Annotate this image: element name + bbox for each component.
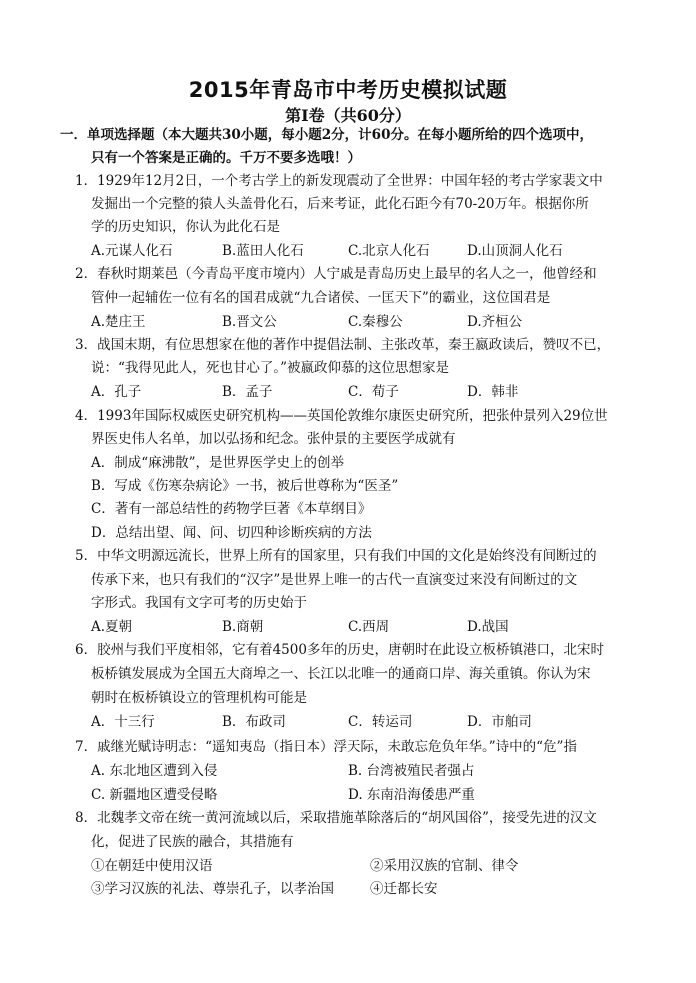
question-2-option-b: B.晋文公 xyxy=(222,314,277,330)
question-5-option-a: A.夏朝 xyxy=(91,619,133,635)
question-4-stem: 4．1993年国际权威医史研究机构——英国伦敦维尔康医史研究所，把张仲景列入29位世 xyxy=(75,408,608,424)
question-1-option-b: B.蓝田人化石 xyxy=(222,243,304,259)
question-4-option-d: D．总结出望、闻、问、切四种诊断疾病的方法 xyxy=(91,525,372,541)
section-heading-line: 只有一个答案是正确的。千万不要多选哦！） xyxy=(91,150,361,166)
question-7-option-b: B. 台湾被殖民者强占 xyxy=(348,763,475,779)
question-5-option-c: C.西周 xyxy=(348,619,390,635)
section-heading-line: 一．单项选择题（本大题共30小题，每小题2分，计60分。在每小题所给的四个选项中， xyxy=(60,127,593,143)
question-3-stem: 说：“我得见此人，死也甘心了。”被嬴政仰慕的这位思想家是 xyxy=(91,360,450,376)
exam-title: 2015年青岛市中考历史模拟试题 xyxy=(188,78,508,102)
question-6-option-b: B．布政司 xyxy=(222,714,286,730)
question-2-stem: 2．春秋时期莱邑（今青岛平度市境内）人宁戚是青岛历史上最早的名人之一，他曾经和 xyxy=(75,266,597,282)
question-8-option-2: ②采用汉族的官制、律令 xyxy=(370,858,519,874)
question-2-stem: 管仲一起辅佐一位有名的国君成就“九合诸侯、一匡天下”的霸业，这位国君是 xyxy=(91,290,551,306)
question-5-stem: 字形式。我国有文字可考的历史始于 xyxy=(91,595,307,611)
question-1-stem: 学的历史知识，你认为此化石是 xyxy=(91,219,280,235)
question-2-option-c: C.秦穆公 xyxy=(348,314,403,330)
question-7-option-a: A. 东北地区遭到入侵 xyxy=(91,763,218,779)
question-1-stem: 1．1929年12月2日，一个考古学上的新发现震动了全世界：中国年轻的考古学家裴文中 xyxy=(75,173,603,189)
question-4-option-a: A．制成“麻沸散”，是世界医学史上的创举 xyxy=(91,455,345,471)
question-1-stem: 发掘出一个完整的猿人头盖骨化石，后来考证，此化石距今有70-20万年。根据你所 xyxy=(91,196,589,212)
question-4-option-c: C．著有一部总结性的药物学巨著《本草纲目》 xyxy=(91,501,372,517)
question-6-option-c: C．转运司 xyxy=(348,714,413,730)
question-1-option-c: C.北京人化石 xyxy=(348,243,430,259)
question-8-option-1: ①在朝廷中使用汉语 xyxy=(91,858,213,874)
question-2-option-a: A.楚庄王 xyxy=(91,314,146,330)
question-6-option-d: D．市舶司 xyxy=(467,714,532,730)
question-7-stem: 7．戚继光赋诗明志：“遥知夷岛（指日本）浮天际，未敢忘危负年华。”诗中的“危”指 xyxy=(75,739,577,755)
question-8-option-4: ④迁都长安 xyxy=(370,881,438,897)
question-5-option-b: B.商朝 xyxy=(222,619,264,635)
question-6-option-a: A．十三行 xyxy=(91,714,155,730)
question-7-option-c: C. 新疆地区遭受侵略 xyxy=(91,787,218,803)
question-3-option-d: D．韩非 xyxy=(467,384,519,400)
question-3-option-a: A．孔子 xyxy=(91,384,142,400)
question-7-option-d: D. 东南沿海倭患严重 xyxy=(348,787,475,803)
question-3-option-c: C．荀子 xyxy=(348,384,399,400)
question-2-option-d: D.齐桓公 xyxy=(467,314,523,330)
question-1-option-d: D.山顶洞人化石 xyxy=(467,243,563,259)
question-6-stem: 朝时在板桥镇设立的管理机构可能是 xyxy=(91,690,307,706)
question-6-stem: 6．胶州与我们平度相邻，它有着4500多年的历史，唐朝时在此设立板桥镇港口，北宋时 xyxy=(75,642,604,658)
question-5-stem: 传承下来，也只有我们的“汉字”是世界上唯一的古代一直演变过来没有间断过的文 xyxy=(91,572,578,588)
question-8-option-3: ③学习汉族的礼法、尊崇孔子，以孝治国 xyxy=(91,881,334,897)
exam-subtitle: 第Ⅰ卷（共60分） xyxy=(285,106,411,125)
question-4-stem: 界医史伟人名单，加以弘扬和纪念。张仲景的主要医学成就有 xyxy=(91,431,456,447)
question-3-stem: 3．战国末期，有位思想家在他的著作中提倡法制、主张改革，秦王嬴政读后，赞叹不已， xyxy=(75,337,611,353)
question-5-stem: 5．中华文明源远流长，世界上所有的国家里，只有我们中国的文化是始终没有间断过的 xyxy=(75,548,597,564)
question-4-option-b: B．写成《伤寒杂病论》一书，被后世尊称为“医圣” xyxy=(91,478,399,494)
question-8-stem: 8．北魏孝文帝在统一黄河流域以后，采取措施革除落后的“胡风国俗”，接受先进的汉文 xyxy=(75,810,597,826)
question-1-option-a: A.元谋人化石 xyxy=(91,243,173,259)
question-8-stem: 化，促进了民族的融合，其措施有 xyxy=(91,834,294,850)
question-5-option-d: D.战国 xyxy=(467,619,509,635)
question-3-option-b: B．孟子 xyxy=(222,384,273,400)
question-6-stem: 板桥镇发展成为全国五大商埠之一、长江以北唯一的通商口岸、海关重镇。你认为宋 xyxy=(91,666,591,682)
